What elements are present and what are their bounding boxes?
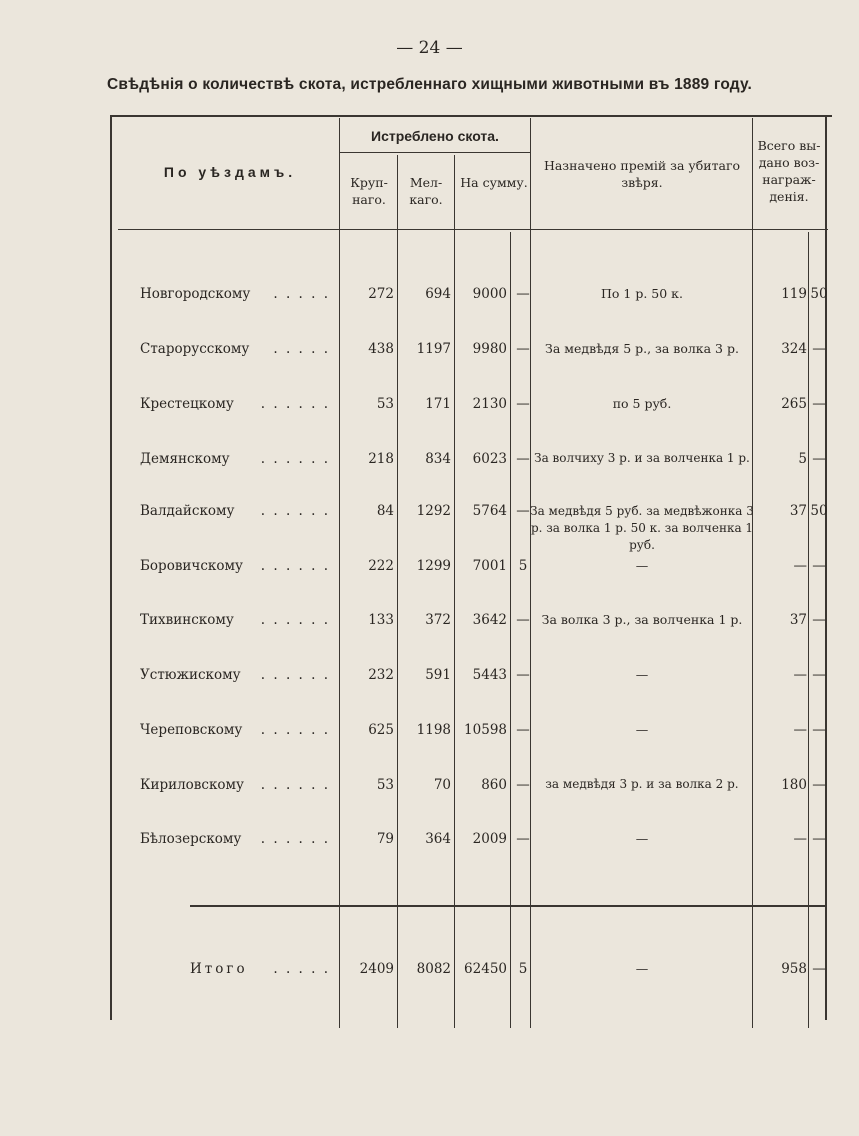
- cell-premium: —: [635, 558, 649, 573]
- cell-total: 265: [781, 396, 807, 412]
- cell-kopecks: —: [812, 777, 826, 793]
- cell-ext: —: [516, 831, 530, 847]
- total-sum: 62450: [464, 961, 507, 977]
- cell-large: 438: [368, 341, 394, 357]
- cell-large: 625: [368, 722, 394, 738]
- cell-sum: 2009: [472, 831, 507, 847]
- cell-ext: —: [516, 722, 530, 738]
- cell-sum: 9980: [472, 341, 507, 357]
- cell-small: 364: [425, 831, 451, 847]
- total-ext: 5: [518, 961, 528, 977]
- cell-premium: по 5 руб.: [612, 396, 672, 411]
- cell-sum: 5764: [472, 503, 507, 519]
- cell-kopecks: —: [812, 612, 826, 628]
- cell-premium: За волка 3 р., за волченка 1 р.: [541, 612, 743, 627]
- cell-kopecks: 50: [810, 286, 828, 302]
- cell-total: —: [793, 558, 807, 574]
- cell-small: 694: [425, 286, 451, 302]
- cell-total: 119: [781, 286, 807, 302]
- cell-small: 372: [425, 612, 451, 628]
- cell-ext: —: [516, 396, 530, 412]
- cell-small: 1198: [416, 722, 451, 738]
- table-row: [0, 612, 859, 632]
- table-row: [0, 667, 859, 687]
- table-row: [0, 503, 859, 552]
- leader-dots: . . . . .: [273, 286, 330, 302]
- table-row: [0, 777, 859, 797]
- cell-kopecks: —: [812, 667, 826, 683]
- cell-premium: —: [635, 722, 649, 737]
- table-row: [0, 722, 859, 742]
- cell-total: 37: [789, 612, 807, 628]
- totals-rule: [190, 905, 827, 907]
- leader-dots: . . . . . .: [260, 451, 330, 467]
- header-district: По уѣздамъ.: [163, 164, 297, 180]
- cell-premium: —: [635, 831, 649, 846]
- page-title: Свѣдѣнія о количествѣ скота, истребленнаго хищными животными въ 1889 году.: [106, 76, 752, 93]
- cell-kopecks: —: [812, 558, 826, 574]
- cell-small: 591: [425, 667, 451, 683]
- leader-dots: . . . . . .: [260, 667, 330, 683]
- table-row: [0, 341, 859, 361]
- leader-dots: . . . . . .: [260, 777, 330, 793]
- cell-sum: 5443: [472, 667, 507, 683]
- cell-ext: —: [516, 451, 530, 467]
- header-large: Круп-наго.: [350, 175, 388, 207]
- cell-large: 79: [376, 831, 394, 847]
- total-large: 2409: [359, 961, 394, 977]
- cell-total: 5: [798, 451, 807, 467]
- cell-sum: 10598: [464, 722, 507, 738]
- cell-ext: —: [516, 612, 530, 628]
- cell-total: —: [793, 831, 807, 847]
- cell-ext: —: [516, 777, 530, 793]
- total-kopecks: —: [812, 961, 826, 977]
- cell-large: 222: [368, 558, 394, 574]
- cell-large: 133: [368, 612, 394, 628]
- leader-dots: . . . . . .: [260, 722, 330, 738]
- leader-dots: . . . . .: [273, 341, 330, 357]
- cell-small: 1292: [416, 503, 451, 519]
- cell-large: 232: [368, 667, 394, 683]
- district-name: Череповскому: [140, 722, 243, 738]
- cell-small: 1299: [416, 558, 451, 574]
- header-bottom-rule: [118, 229, 828, 230]
- cell-ext: —: [516, 341, 530, 357]
- cell-ext: —: [516, 286, 530, 302]
- total-small: 8082: [416, 961, 451, 977]
- cell-sum: 7001: [472, 558, 507, 574]
- cell-premium: За медвѣдя 5 р., за волка 3 р.: [545, 341, 739, 356]
- cell-kopecks: —: [812, 831, 826, 847]
- cell-kopecks: 50: [810, 503, 828, 519]
- cell-total: —: [793, 667, 807, 683]
- cell-premium: За волчиху 3 р. и за волченка 1 р.: [534, 451, 750, 465]
- cell-premium: По 1 р. 50 к.: [601, 286, 683, 301]
- cell-large: 53: [376, 777, 394, 793]
- header-small: Мел-каго.: [409, 175, 443, 207]
- leader-dots: . . . . . .: [260, 396, 330, 412]
- cell-large: 84: [376, 503, 394, 519]
- district-name: Новгородскому: [140, 286, 251, 302]
- cell-large: 218: [368, 451, 394, 467]
- subheader-rule: [340, 152, 530, 153]
- district-name: Бѣлозерскому: [140, 831, 242, 847]
- table-row: [0, 396, 859, 416]
- total-premium: —: [635, 961, 649, 976]
- cell-total: 180: [781, 777, 807, 793]
- header-total: Всего вы-дано воз-награж-денія.: [757, 138, 821, 204]
- cell-premium: За медвѣдя 5 руб. за медвѣжонка 3 р. за волка 1 р. 50 к. за волченка 1 руб.: [530, 504, 754, 552]
- cell-premium: —: [635, 667, 649, 682]
- leader-dots: . . . . .: [273, 961, 330, 977]
- table-row: [0, 286, 859, 306]
- table-row: [0, 831, 859, 851]
- cell-small: 70: [433, 777, 451, 793]
- leader-dots: . . . . . .: [260, 558, 330, 574]
- district-name: Старорусскому: [140, 341, 250, 357]
- district-name: Устюжискому: [140, 667, 241, 683]
- leader-dots: . . . . . .: [260, 612, 330, 628]
- cell-total: —: [793, 722, 807, 738]
- district-name: Демянскому: [140, 451, 230, 467]
- cell-ext: —: [516, 503, 530, 519]
- header-premium: Назначено премій за убитаго звѣря.: [543, 158, 741, 190]
- table-row: [0, 558, 859, 578]
- cell-ext: —: [516, 667, 530, 683]
- leader-dots: . . . . . .: [260, 831, 330, 847]
- cell-large: 272: [368, 286, 394, 302]
- district-name: Тихвинскому: [140, 612, 234, 628]
- table-row: [0, 451, 859, 471]
- totals-label: Итого: [190, 961, 248, 977]
- district-name: Крестецкому: [140, 396, 234, 412]
- cell-sum: 2130: [472, 396, 507, 412]
- cell-sum: 6023: [472, 451, 507, 467]
- cell-large: 53: [376, 396, 394, 412]
- cell-kopecks: —: [812, 451, 826, 467]
- header-sum: На сумму.: [460, 175, 528, 190]
- cell-premium: за медвѣдя 3 р. и за волка 2 р.: [545, 777, 739, 791]
- cell-sum: 9000: [472, 286, 507, 302]
- cell-small: 171: [425, 396, 451, 412]
- leader-dots: . . . . . .: [260, 503, 330, 519]
- total-awarded: 958: [781, 961, 807, 977]
- cell-sum: 3642: [472, 612, 507, 628]
- cell-sum: 860: [481, 777, 507, 793]
- cell-small: 1197: [416, 341, 451, 357]
- page-number: — 24 —: [396, 38, 463, 58]
- cell-small: 834: [425, 451, 451, 467]
- cell-ext: 5: [518, 558, 528, 574]
- totals-row: [0, 961, 859, 981]
- district-name: Валдайскому: [140, 503, 235, 519]
- table-top-rule: [112, 115, 832, 117]
- cell-total: 324: [781, 341, 807, 357]
- header-destroyed: Истреблено скота.: [371, 128, 499, 144]
- district-name: Боровичскому: [140, 558, 243, 574]
- district-name: Кириловскому: [140, 777, 244, 793]
- cell-total: 37: [789, 503, 807, 519]
- cell-kopecks: —: [812, 341, 826, 357]
- cell-kopecks: —: [812, 722, 826, 738]
- cell-kopecks: —: [812, 396, 826, 412]
